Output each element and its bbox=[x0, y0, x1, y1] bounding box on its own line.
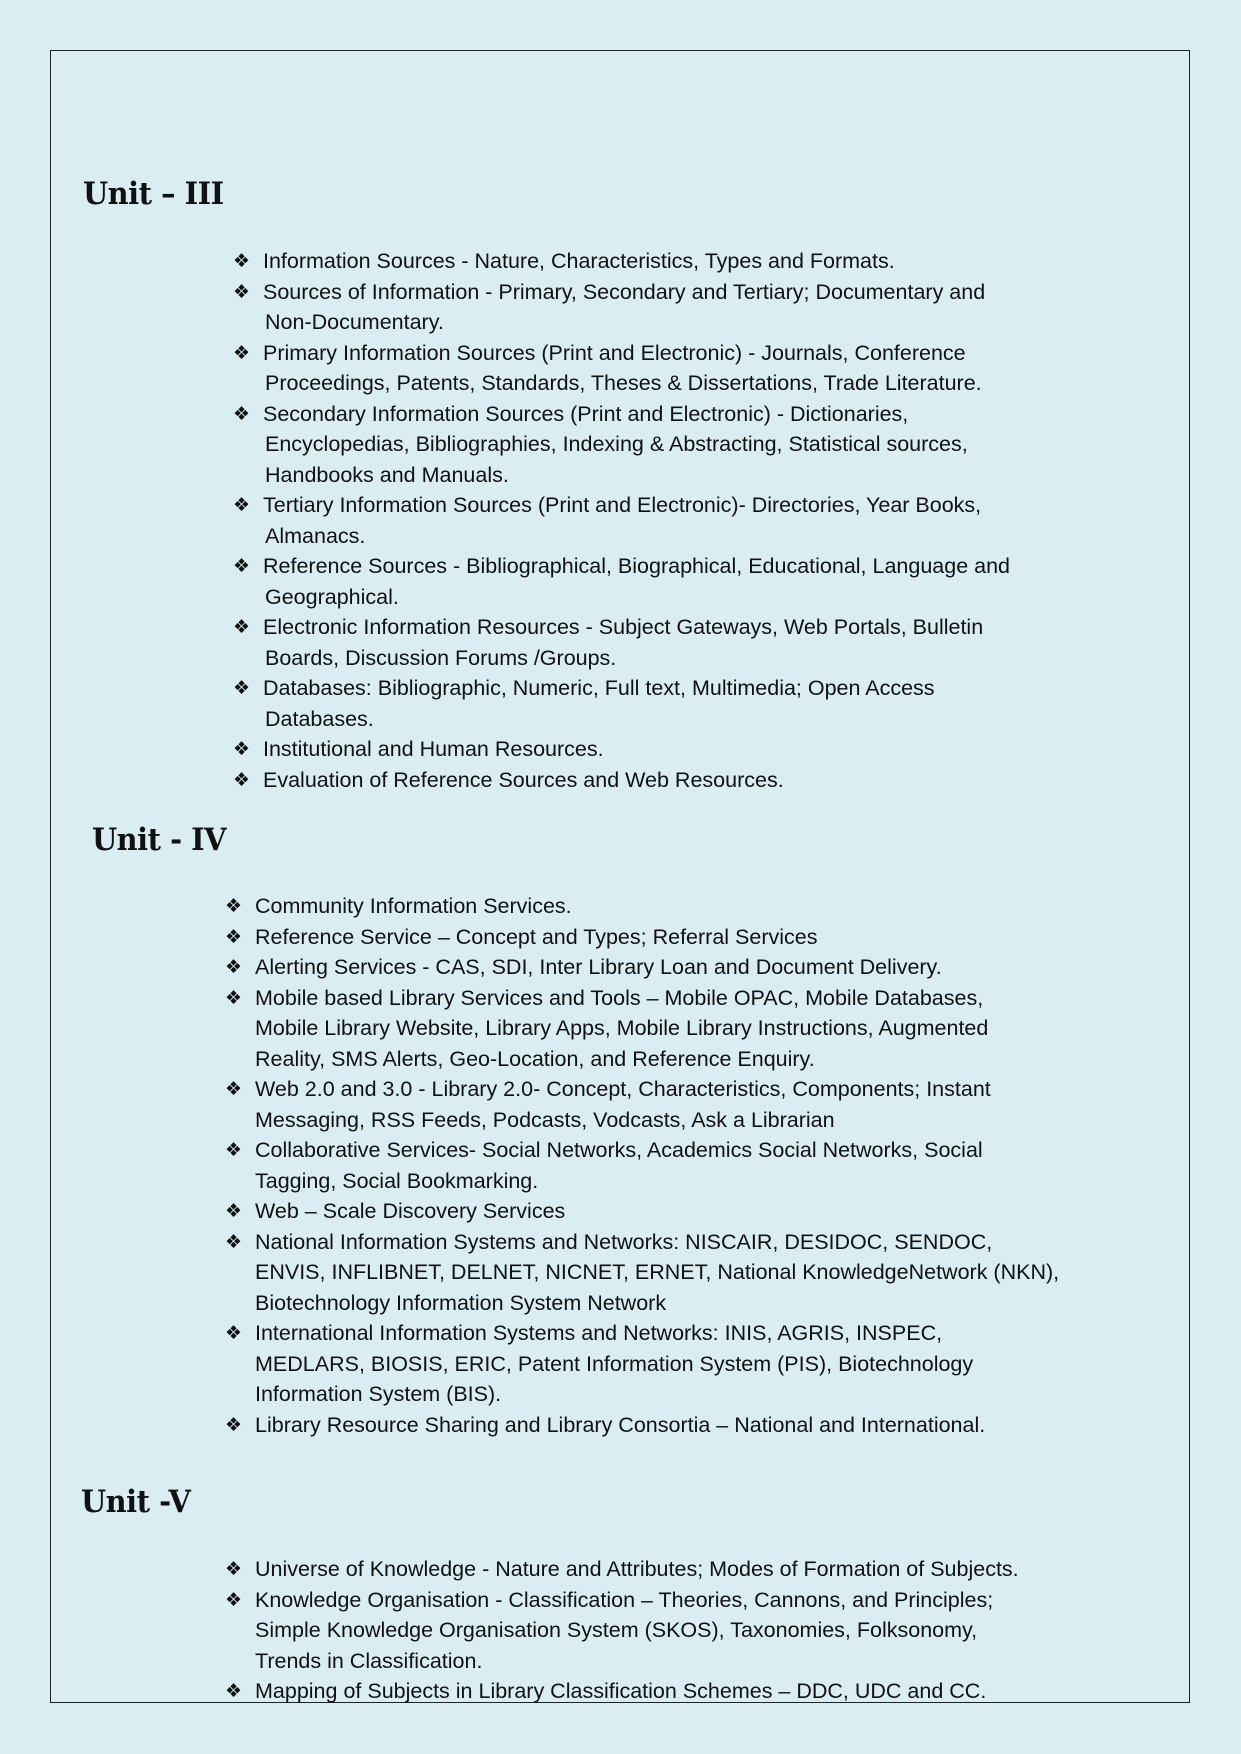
topic-item bbox=[225, 1410, 1059, 1441]
topic-text-line: Reference Service – Concept and Types; Referral Services bbox=[255, 924, 818, 949]
topic-text-line: Electronic Information Resources - Subject Gateways, Web Portals, Bulletin bbox=[263, 615, 984, 639]
topic-item bbox=[233, 765, 1010, 796]
topic-item bbox=[225, 1554, 1019, 1585]
diamond-bullet-icon: ❖ bbox=[225, 1078, 243, 1100]
topic-text-line: Evaluation of Reference Sources and Web Resources. bbox=[263, 767, 784, 792]
topic-item bbox=[233, 490, 1010, 551]
topic-item bbox=[225, 1227, 1059, 1319]
topic-text-line: Reference Sources - Bibliographical, Biographical, Educational, Language and bbox=[263, 554, 1011, 578]
topic-text-line: Mobile Library Website, Library Apps, Mobile Library Instructions, Augmented bbox=[255, 1016, 989, 1040]
diamond-bullet-icon: ❖ bbox=[225, 986, 243, 1009]
diamond-bullet-icon: ❖ bbox=[225, 1558, 243, 1580]
topic-text-line: Universe of Knowledge - Nature and Attributes; Modes of Formation of Subjects. bbox=[255, 1557, 1019, 1581]
topic-text-line: Almanacs. bbox=[265, 523, 366, 548]
topic-text-line: Primary Information Sources (Print and Electronic) - Journals, Conference bbox=[263, 340, 966, 365]
topic-text-line: International Information Systems and Networks: INIS, AGRIS, INSPEC, bbox=[255, 1321, 943, 1345]
diamond-bullet-icon: ❖ bbox=[225, 895, 243, 917]
topic-text-line: Databases: Bibliographic, Numeric, Full text, Multimedia; Open Access bbox=[263, 676, 935, 700]
topic-item bbox=[233, 612, 1010, 673]
topic-item bbox=[233, 246, 1010, 277]
topic-item bbox=[233, 551, 1010, 612]
topic-item bbox=[225, 1585, 1019, 1677]
topic-text-line: ENVIS, INFLIBNET, DELNET, NICNET, ERNET, National KnowledgeNetwork (NKN), bbox=[255, 1260, 1060, 1284]
topic-text-line: Library Resource Sharing and Library Consortia – National and International. bbox=[255, 1412, 986, 1437]
topic-text-line: Tertiary Information Sources (Print and Electronic)- Directories, Year Books, bbox=[263, 493, 982, 517]
unit-v-topic-list bbox=[225, 1554, 1019, 1707]
topic-text-line: Collaborative Services- Social Networks, Academics Social Networks, Social bbox=[255, 1138, 983, 1162]
diamond-bullet-icon: ❖ bbox=[233, 616, 251, 638]
topic-text-line: Secondary Information Sources (Print and Electronic) - Dictionaries, bbox=[263, 401, 909, 426]
topic-text-line: Proceedings, Patents, Standards, Theses & Dissertations, Trade Literature. bbox=[265, 371, 982, 395]
topic-text-line: Geographical. bbox=[265, 584, 399, 609]
topic-text-line: Messaging, RSS Feeds, Podcasts, Vodcasts, Ask a Librarian bbox=[255, 1107, 835, 1132]
topic-text-line: Information Sources - Nature, Characteristics, Types and Formats. bbox=[263, 249, 895, 273]
diamond-bullet-icon: ❖ bbox=[225, 925, 243, 948]
topic-text-line: MEDLARS, BIOSIS, ERIC, Patent Information System (PIS), Biotechnology bbox=[255, 1351, 974, 1376]
topic-item bbox=[233, 399, 1010, 491]
unit-iii-topic-list bbox=[233, 246, 1010, 795]
topic-item bbox=[233, 673, 1010, 734]
topic-text-line: Web – Scale Discovery Services bbox=[255, 1199, 566, 1223]
topic-item bbox=[233, 338, 1010, 399]
unit-iii-heading: Unit – III bbox=[83, 176, 224, 212]
diamond-bullet-icon: ❖ bbox=[225, 956, 243, 978]
diamond-bullet-icon: ❖ bbox=[233, 738, 251, 760]
topic-text-line: Simple Knowledge Organisation System (SKOS), Taxonomies, Folksonomy, bbox=[255, 1618, 978, 1642]
topic-item bbox=[225, 1318, 1059, 1410]
diamond-bullet-icon: ❖ bbox=[233, 677, 251, 699]
topic-item bbox=[233, 277, 1010, 338]
diamond-bullet-icon: ❖ bbox=[233, 402, 251, 425]
diamond-bullet-icon: ❖ bbox=[233, 768, 251, 791]
topic-text-line: Trends in Classification. bbox=[255, 1648, 483, 1673]
diamond-bullet-icon: ❖ bbox=[233, 280, 251, 303]
topic-item bbox=[225, 891, 1059, 922]
topic-text-line: National Information Systems and Networks: NISCAIR, DESIDOC, SENDOC, bbox=[255, 1229, 993, 1254]
unit-iv-heading: Unit - IV bbox=[92, 822, 227, 858]
topic-item bbox=[225, 983, 1059, 1075]
topic-text-line: Knowledge Organisation - Classification – Theories, Cannons, and Principles; bbox=[255, 1587, 994, 1612]
diamond-bullet-icon: ❖ bbox=[233, 494, 251, 516]
topic-item bbox=[225, 952, 1059, 983]
topic-item bbox=[225, 922, 1059, 953]
topic-text-line: Databases. bbox=[265, 706, 374, 731]
topic-text-line: Sources of Information - Primary, Secondary and Tertiary; Documentary and bbox=[263, 279, 986, 304]
diamond-bullet-icon: ❖ bbox=[233, 341, 251, 364]
topic-item bbox=[233, 734, 1010, 765]
diamond-bullet-icon: ❖ bbox=[233, 555, 251, 577]
unit-v-heading: Unit -V bbox=[81, 1484, 191, 1520]
unit-iv-topic-list bbox=[225, 891, 1059, 1440]
topic-item bbox=[225, 1676, 1019, 1707]
topic-text-line: Community Information Services. bbox=[255, 894, 572, 918]
topic-text-line: Alerting Services - CAS, SDI, Inter Library Loan and Document Delivery. bbox=[255, 955, 942, 979]
topic-text-line: Mobile based Library Services and Tools – Mobile OPAC, Mobile Databases, bbox=[255, 985, 984, 1010]
diamond-bullet-icon: ❖ bbox=[225, 1322, 243, 1344]
topic-text-line: Institutional and Human Resources. bbox=[263, 737, 604, 761]
topic-text-line: Biotechnology Information System Network bbox=[255, 1290, 667, 1315]
topic-item bbox=[225, 1196, 1059, 1227]
topic-text-line: Encyclopedias, Bibliographies, Indexing & Abstracting, Statistical sources, bbox=[265, 432, 968, 456]
diamond-bullet-icon: ❖ bbox=[225, 1139, 243, 1161]
diamond-bullet-icon: ❖ bbox=[225, 1680, 243, 1702]
topic-text-line: Tagging, Social Bookmarking. bbox=[255, 1168, 539, 1193]
diamond-bullet-icon: ❖ bbox=[225, 1200, 243, 1222]
diamond-bullet-icon: ❖ bbox=[225, 1413, 243, 1436]
topic-text-line: Non-Documentary. bbox=[265, 310, 444, 334]
diamond-bullet-icon: ❖ bbox=[233, 250, 251, 272]
topic-item bbox=[225, 1074, 1059, 1135]
topic-text-line: Handbooks and Manuals. bbox=[265, 462, 509, 487]
topic-text-line: Web 2.0 and 3.0 - Library 2.0- Concept, Characteristics, Components; Instant bbox=[255, 1077, 991, 1101]
diamond-bullet-icon: ❖ bbox=[225, 1588, 243, 1611]
topic-item bbox=[225, 1135, 1059, 1196]
topic-text-line: Mapping of Subjects in Library Classification Schemes – DDC, UDC and CC. bbox=[255, 1679, 987, 1703]
topic-text-line: Information System (BIS). bbox=[255, 1382, 502, 1406]
diamond-bullet-icon: ❖ bbox=[225, 1230, 243, 1253]
topic-text-line: Reality, SMS Alerts, Geo-Location, and Reference Enquiry. bbox=[255, 1046, 815, 1071]
topic-text-line: Boards, Discussion Forums /Groups. bbox=[265, 645, 617, 670]
